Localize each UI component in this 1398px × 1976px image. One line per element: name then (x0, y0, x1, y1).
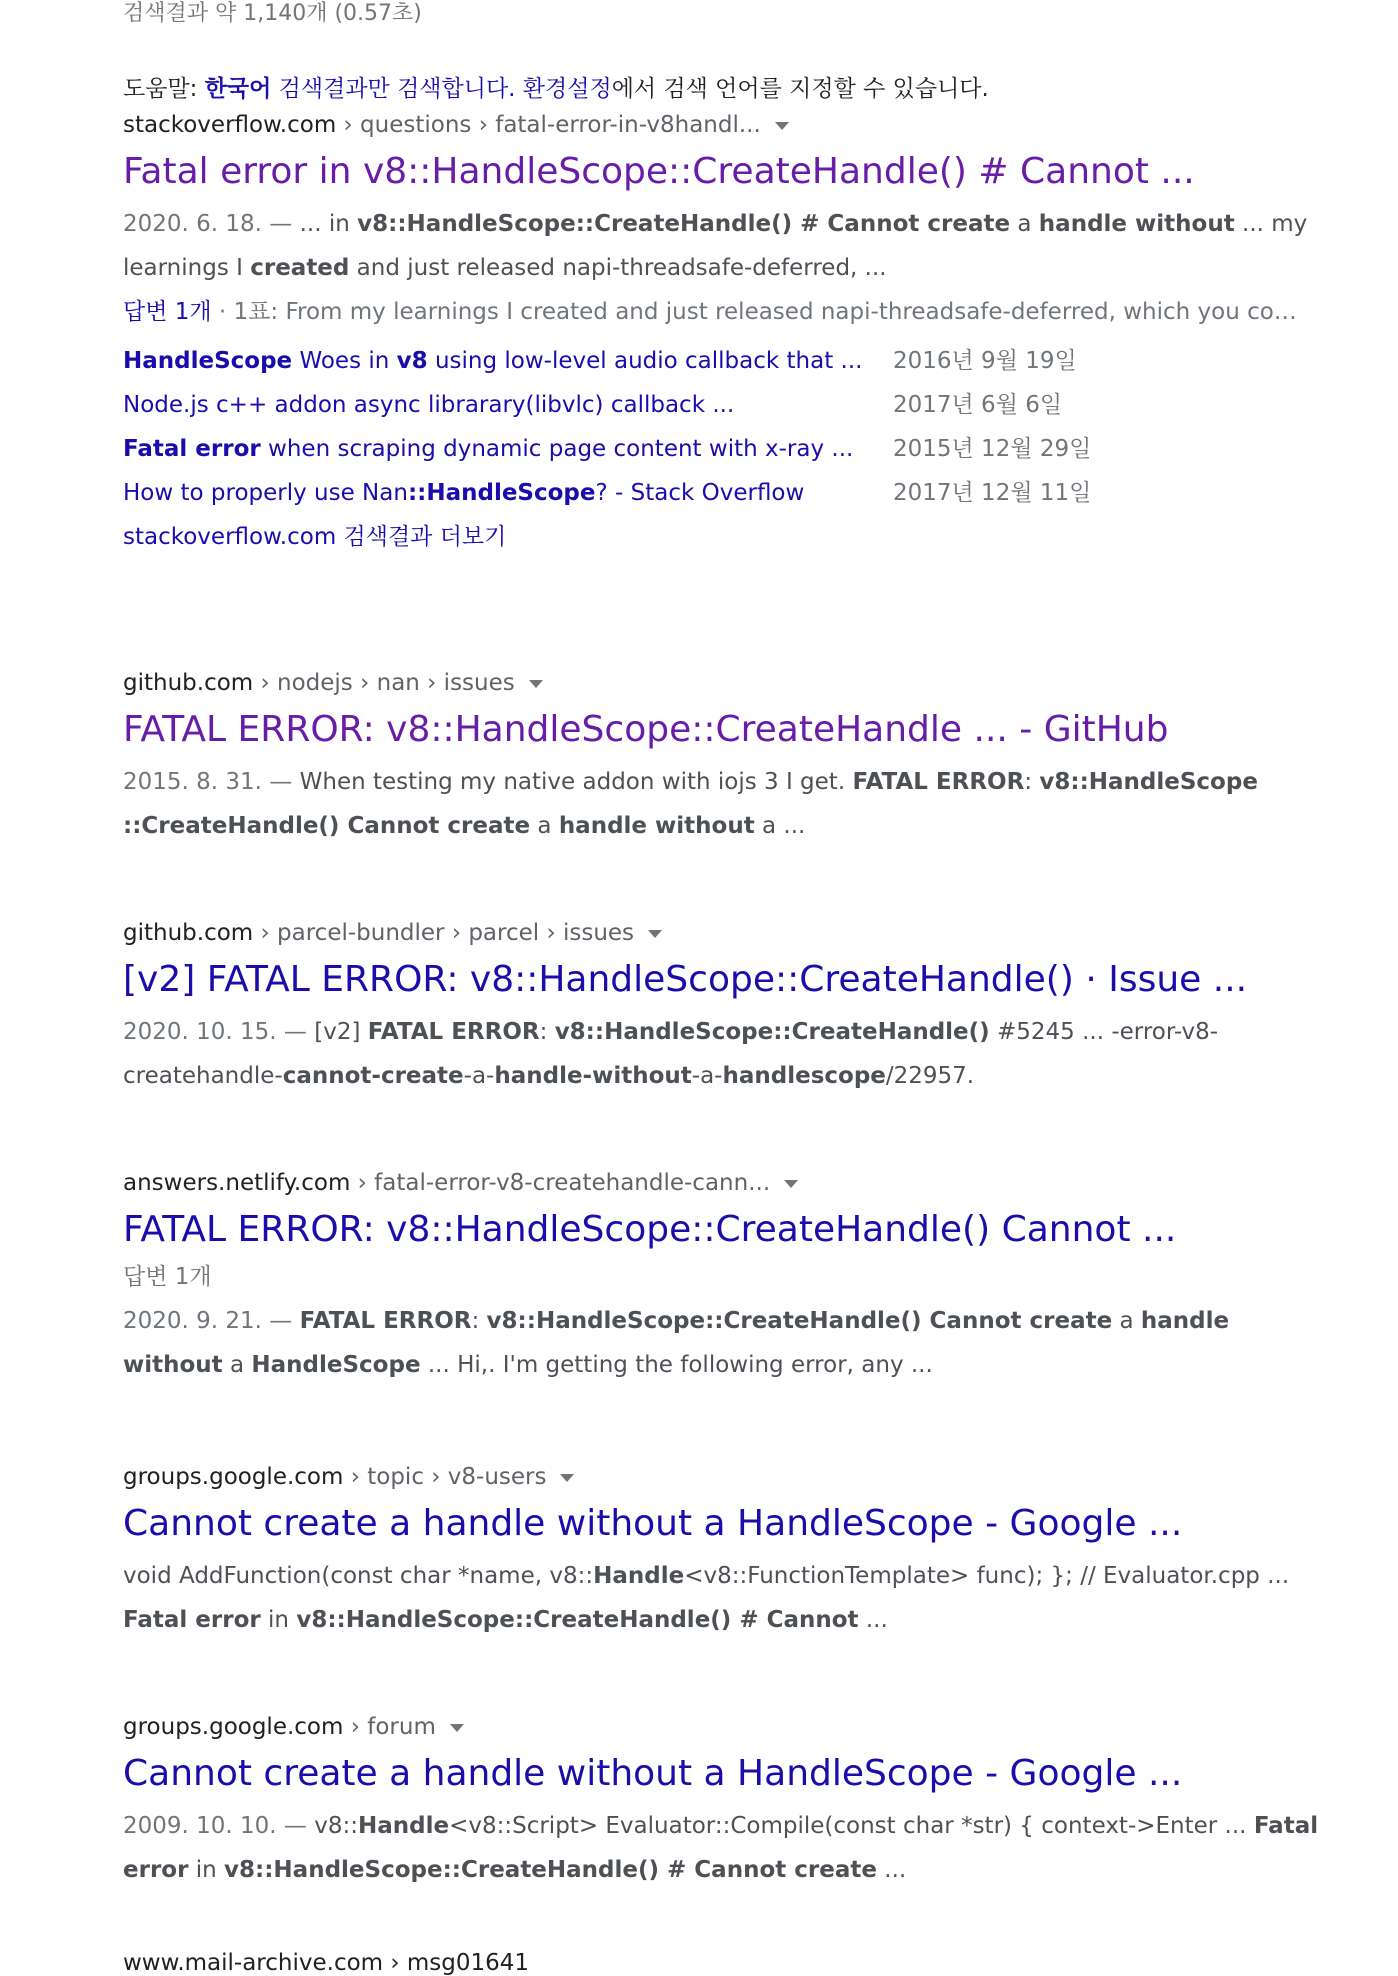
result-url[interactable]: github.com › nodejs › nan › issues (123, 666, 1323, 700)
result-snippet: 2020. 9. 21. — FATAL ERROR: v8::HandleScope::CreateHandle() Cannot create a handle without a HandleScope ... Hi,. I'm getting the following error, any ... (123, 1308, 1230, 1378)
search-result (123, 1460, 1323, 1642)
language-hint (123, 70, 989, 103)
hint-settings-link[interactable]: 환경설정 (515, 76, 612, 102)
result-url[interactable]: groups.google.com › forum (123, 1710, 1323, 1744)
answer-summary: 답변 1개 · 1표: From my learnings I created and just released napi-threadsafe-deferred, which you co… (123, 299, 1297, 325)
result-url[interactable]: github.com › parcel-bundler › parcel › issues (123, 916, 1323, 950)
result-title[interactable]: FATAL ERROR: v8::HandleScope::CreateHandle ... - GitHub (123, 709, 1169, 750)
chevron-down-icon[interactable] (775, 122, 789, 130)
result-snippet: 2015. 8. 31. — When testing my native addon with iojs 3 I get. FATAL ERROR: v8::HandleScope ::CreateHandle() Cannot create a handle without a ... (123, 769, 1258, 839)
chevron-down-icon[interactable] (648, 930, 662, 938)
hint-suffix: 에서 검색 언어를 지정할 수 있습니다. (611, 76, 989, 102)
result-title[interactable]: Cannot create a handle without a HandleScope - Google ... (123, 1503, 1183, 1544)
search-result (123, 666, 1323, 848)
related-link-row[interactable]: Fatal error when scraping dynamic page content with x-ray ... 2015년 12월 29일 (123, 436, 1092, 462)
result-title[interactable]: Cannot create a handle without a HandleScope - Google ... (123, 1753, 1183, 1794)
result-snippet: void AddFunction(const char *name, v8::Handle<v8::FunctionTemplate> func); }; // Evaluator.cpp ... Fatal error in v8::HandleScope::CreateHandle() # Cannot ... (123, 1563, 1290, 1633)
answer-count: 답변 1개 (123, 1264, 212, 1290)
chevron-down-icon[interactable] (784, 1180, 798, 1188)
hint-prefix: 도움말: (123, 76, 205, 102)
result-snippet: 2020. 10. 15. — [v2] FATAL ERROR: v8::HandleScope::CreateHandle() #5245 ... -error-v8-createhandle-cannot-create-a-handle-without-a-handlescope/22957. (123, 1019, 1219, 1089)
answers-link[interactable]: 답변 1개 (123, 299, 212, 325)
result-stats: 검색결과 약 1,140개 (0.57초) (123, 1, 422, 26)
search-result (123, 1166, 1323, 1387)
related-link-row[interactable]: How to properly use Nan::HandleScope? - Stack Overflow 2017년 12월 11일 (123, 480, 1092, 506)
more-results-link[interactable]: stackoverflow.com 검색결과 더보기 (123, 524, 507, 550)
result-title[interactable]: FATAL ERROR: v8::HandleScope::CreateHandle() Cannot ... (123, 1209, 1177, 1250)
result-snippet: 2020. 6. 18. — ... in v8::HandleScope::CreateHandle() # Cannot create a handle without ... my learnings I created and just released napi-threadsafe-deferred, ... (123, 211, 1308, 281)
result-url[interactable]: groups.google.com › topic › v8-users (123, 1460, 1323, 1494)
result-url[interactable]: answers.netlify.com › fatal-error-v8-createhandle-cann... (123, 1166, 1323, 1200)
chevron-down-icon[interactable] (560, 1474, 574, 1482)
search-result (123, 1710, 1323, 1892)
chevron-down-icon[interactable] (529, 680, 543, 688)
search-result (123, 916, 1323, 1098)
result-snippet: 2009. 10. 10. — v8::Handle<v8::Script> Evaluator::Compile(const char *str) { context->Enter ... Fatal error in v8::HandleScope::CreateHandle() # Cannot create ... (123, 1813, 1319, 1883)
result-url[interactable]: stackoverflow.com › questions › fatal-error-in-v8handl... (123, 108, 1323, 142)
chevron-down-icon[interactable] (450, 1724, 464, 1732)
related-link-row[interactable]: Node.js c++ addon async librarary(libvlc) callback ... 2017년 6월 6일 (123, 392, 1063, 418)
result-title[interactable]: [v2] FATAL ERROR: v8::HandleScope::CreateHandle() · Issue ... (123, 959, 1248, 1000)
related-link-row[interactable]: HandleScope Woes in v8 using low-level audio callback that ... 2016년 9월 19일 (123, 348, 1077, 374)
result-title[interactable]: Fatal error in v8::HandleScope::CreateHandle() # Cannot ... (123, 151, 1195, 192)
hint-korean-link[interactable]: 한국어 검색결과만 검색합니다. (204, 76, 516, 102)
result-url[interactable]: www.mail-archive.com › msg01641 (123, 1950, 530, 1976)
search-result (123, 108, 1323, 559)
related-links (123, 339, 1323, 515)
